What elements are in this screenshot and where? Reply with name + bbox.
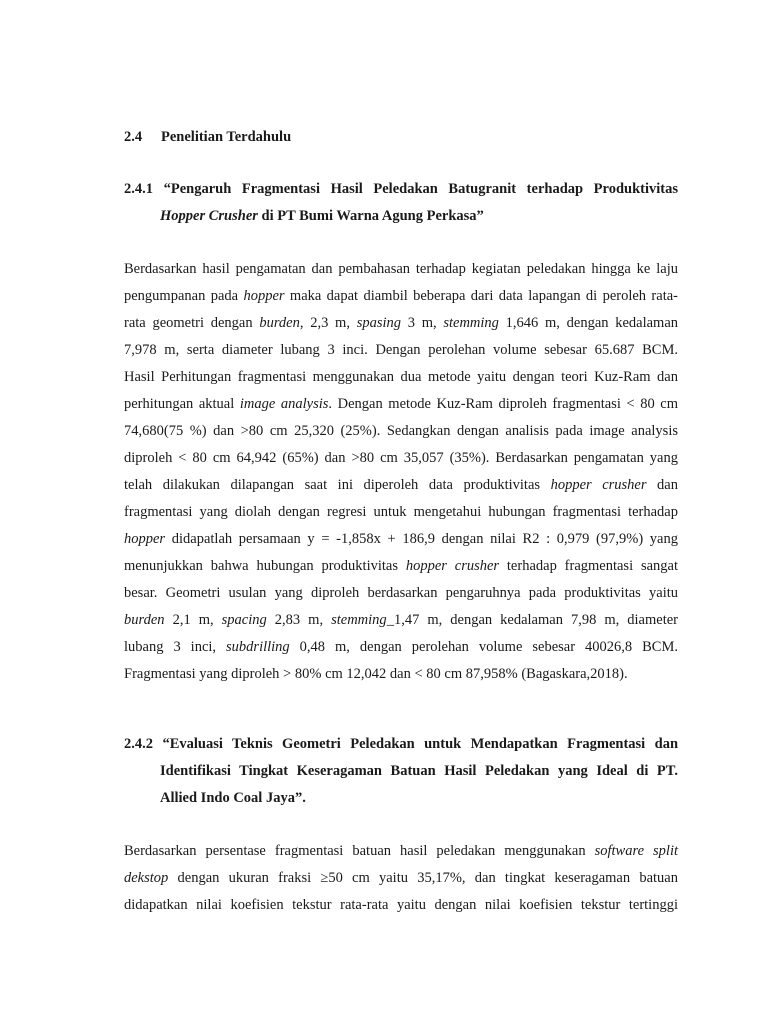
paragraph-line <box>124 391 678 418</box>
italic-term: spasing <box>356 315 402 331</box>
subsection-heading-1-line-2 <box>124 203 678 230</box>
text-run: diproleh < 80 cm 64,942 (65%) dan >80 cm 35,057 (35%). Berdasarkan pengamatan yang <box>124 450 678 466</box>
paragraph-line <box>124 256 678 283</box>
italic-term: software split <box>594 843 679 859</box>
italic-term: hopper crusher <box>550 477 647 493</box>
text-run: Berdasarkan persentase fragmentasi batuan hasil peledakan menggunakan <box>124 843 595 859</box>
text-run: 0,48 m, dengan perolehan volume sebesar 40026,8 BCM. <box>289 639 678 655</box>
text-run: , 2,3 m, <box>299 315 357 331</box>
subsection-title-1-italic: Hopper Crusher <box>160 208 258 224</box>
text-run: 74,680(75 %) dan >80 cm 25,320 (25%). Sedangkan dengan analisis pada image analysis <box>124 423 678 439</box>
subsection-number-1: 2.4.1 <box>124 181 153 197</box>
italic-term: spacing <box>221 612 267 628</box>
italic-term: image analysis <box>239 396 329 412</box>
subsection-heading-2-line-2 <box>124 758 678 785</box>
text-run: 7,978 m, serta diameter lubang 3 inci. Dengan perolehan volume sebesar 65.687 BCM. <box>124 342 678 358</box>
text-run: 1,646 m, dengan kedalaman <box>498 315 679 331</box>
text-run: besar. Geometri usulan yang diproleh berdasarkan pengaruhnya pada produktivitas yaitu <box>124 585 678 601</box>
subsection-heading-2-line-3 <box>124 785 678 812</box>
paragraph-line <box>124 865 678 892</box>
paragraph-line <box>124 310 678 337</box>
subsection-heading-2 <box>124 731 678 812</box>
italic-term: hopper crusher <box>405 558 500 574</box>
section-title: Penelitian Terdahulu <box>161 129 292 145</box>
text-run: perhitungan aktual <box>124 396 240 412</box>
text-run: lubang 3 inci, <box>124 639 227 655</box>
text-run: didapatlah persamaan y = -1,858x + 186,9 dengan nilai R2 : 0,979 (97,9%) yang <box>165 531 678 547</box>
paragraph-line <box>124 364 678 391</box>
text-run: Berdasarkan hasil pengamatan dan pembahasan terhadap kegiatan peledakan hingga ke laju <box>124 261 678 277</box>
text-run: 2,83 m, <box>266 612 332 628</box>
italic-term: burden <box>124 612 165 628</box>
paragraph-line <box>124 445 678 472</box>
text-run: terhadap fragmentasi sangat <box>499 558 678 574</box>
text-run: maka dapat diambil beberapa dari data lapangan di peroleh rata- <box>284 288 678 304</box>
paragraph-line <box>124 634 678 661</box>
subsection-2-paragraph <box>124 838 678 919</box>
text-run: rata geometri dengan <box>124 315 260 331</box>
italic-term: dekstop <box>124 870 169 886</box>
italic-term: stemming <box>443 315 499 331</box>
subsection-number-2: 2.4.2 <box>124 736 153 752</box>
section-heading <box>124 124 291 151</box>
italic-term: hopper <box>243 288 285 304</box>
paragraph-line <box>124 838 678 865</box>
paragraph-line <box>124 499 678 526</box>
text-run: . Dengan metode Kuz-Ram diproleh fragmentasi < 80 cm <box>328 396 678 412</box>
paragraph-line <box>124 337 678 364</box>
text-run: Hasil Perhitungan fragmentasi menggunakan dua metode yaitu dengan teori Kuz-Ram dan <box>124 369 678 385</box>
subsection-title-2-line-2: Identifikasi Tingkat Keseragaman Batuan Hasil Peledakan yang Ideal di PT. <box>160 763 678 779</box>
text-run: _1,47 m, dengan kedalaman 7,98 m, diameter <box>386 612 679 628</box>
paragraph-line <box>124 892 678 919</box>
subsection-title-1-part-1: “Pengaruh Fragmentasi Hasil Peledakan Batugranit terhadap Produktivitas <box>163 181 678 197</box>
text-run: Fragmentasi yang diproleh > 80% cm 12,042 dan < 80 cm 87,958% (Bagaskara,2018). <box>124 666 628 682</box>
text-run: dengan ukuran fraksi ≥50 cm yaitu 35,17%, dan tingkat keseragaman batuan <box>168 870 678 886</box>
paragraph-line <box>124 283 678 310</box>
subsection-heading-1 <box>124 176 678 230</box>
subsection-heading-2-line-1 <box>124 731 678 758</box>
paragraph-line <box>124 607 678 634</box>
paragraph-line <box>124 526 678 553</box>
paragraph-line <box>124 553 678 580</box>
text-run: pengumpanan pada <box>124 288 244 304</box>
subsection-title-2-line-1: “Evaluasi Teknis Geometri Peledakan untuk Mendapatkan Fragmentasi dan <box>162 736 679 752</box>
subsection-title-1-part-2: di PT Bumi Warna Agung Perkasa” <box>257 208 484 224</box>
text-run: didapatkan nilai koefisien tekstur rata-rata yaitu dengan nilai koefisien tekstur tertinggi <box>124 897 678 913</box>
text-run: menunjukkan bahwa hubungan produktivitas <box>124 558 406 574</box>
text-run: fragmentasi yang diolah dengan regresi untuk mengetahui hubungan fragmentasi terhadap <box>124 504 678 520</box>
paragraph-line <box>124 661 678 688</box>
italic-term: stemming <box>331 612 387 628</box>
subsection-1-paragraph <box>124 256 678 688</box>
italic-term: subdrilling <box>226 639 290 655</box>
text-run: 3 m, <box>401 315 444 331</box>
paragraph-line <box>124 472 678 499</box>
text-run: telah dilakukan dilapangan saat ini diperoleh data produktivitas <box>124 477 551 493</box>
italic-term: hopper <box>124 531 166 547</box>
italic-term: burden <box>259 315 300 331</box>
text-run: 2,1 m, <box>164 612 222 628</box>
subsection-title-2-line-3: Allied Indo Coal Jaya”. <box>160 790 306 806</box>
paragraph-line <box>124 580 678 607</box>
text-run: dan <box>646 477 678 493</box>
subsection-heading-1-line-1 <box>124 176 678 203</box>
paragraph-line <box>124 418 678 445</box>
section-number: 2.4 <box>124 129 143 145</box>
